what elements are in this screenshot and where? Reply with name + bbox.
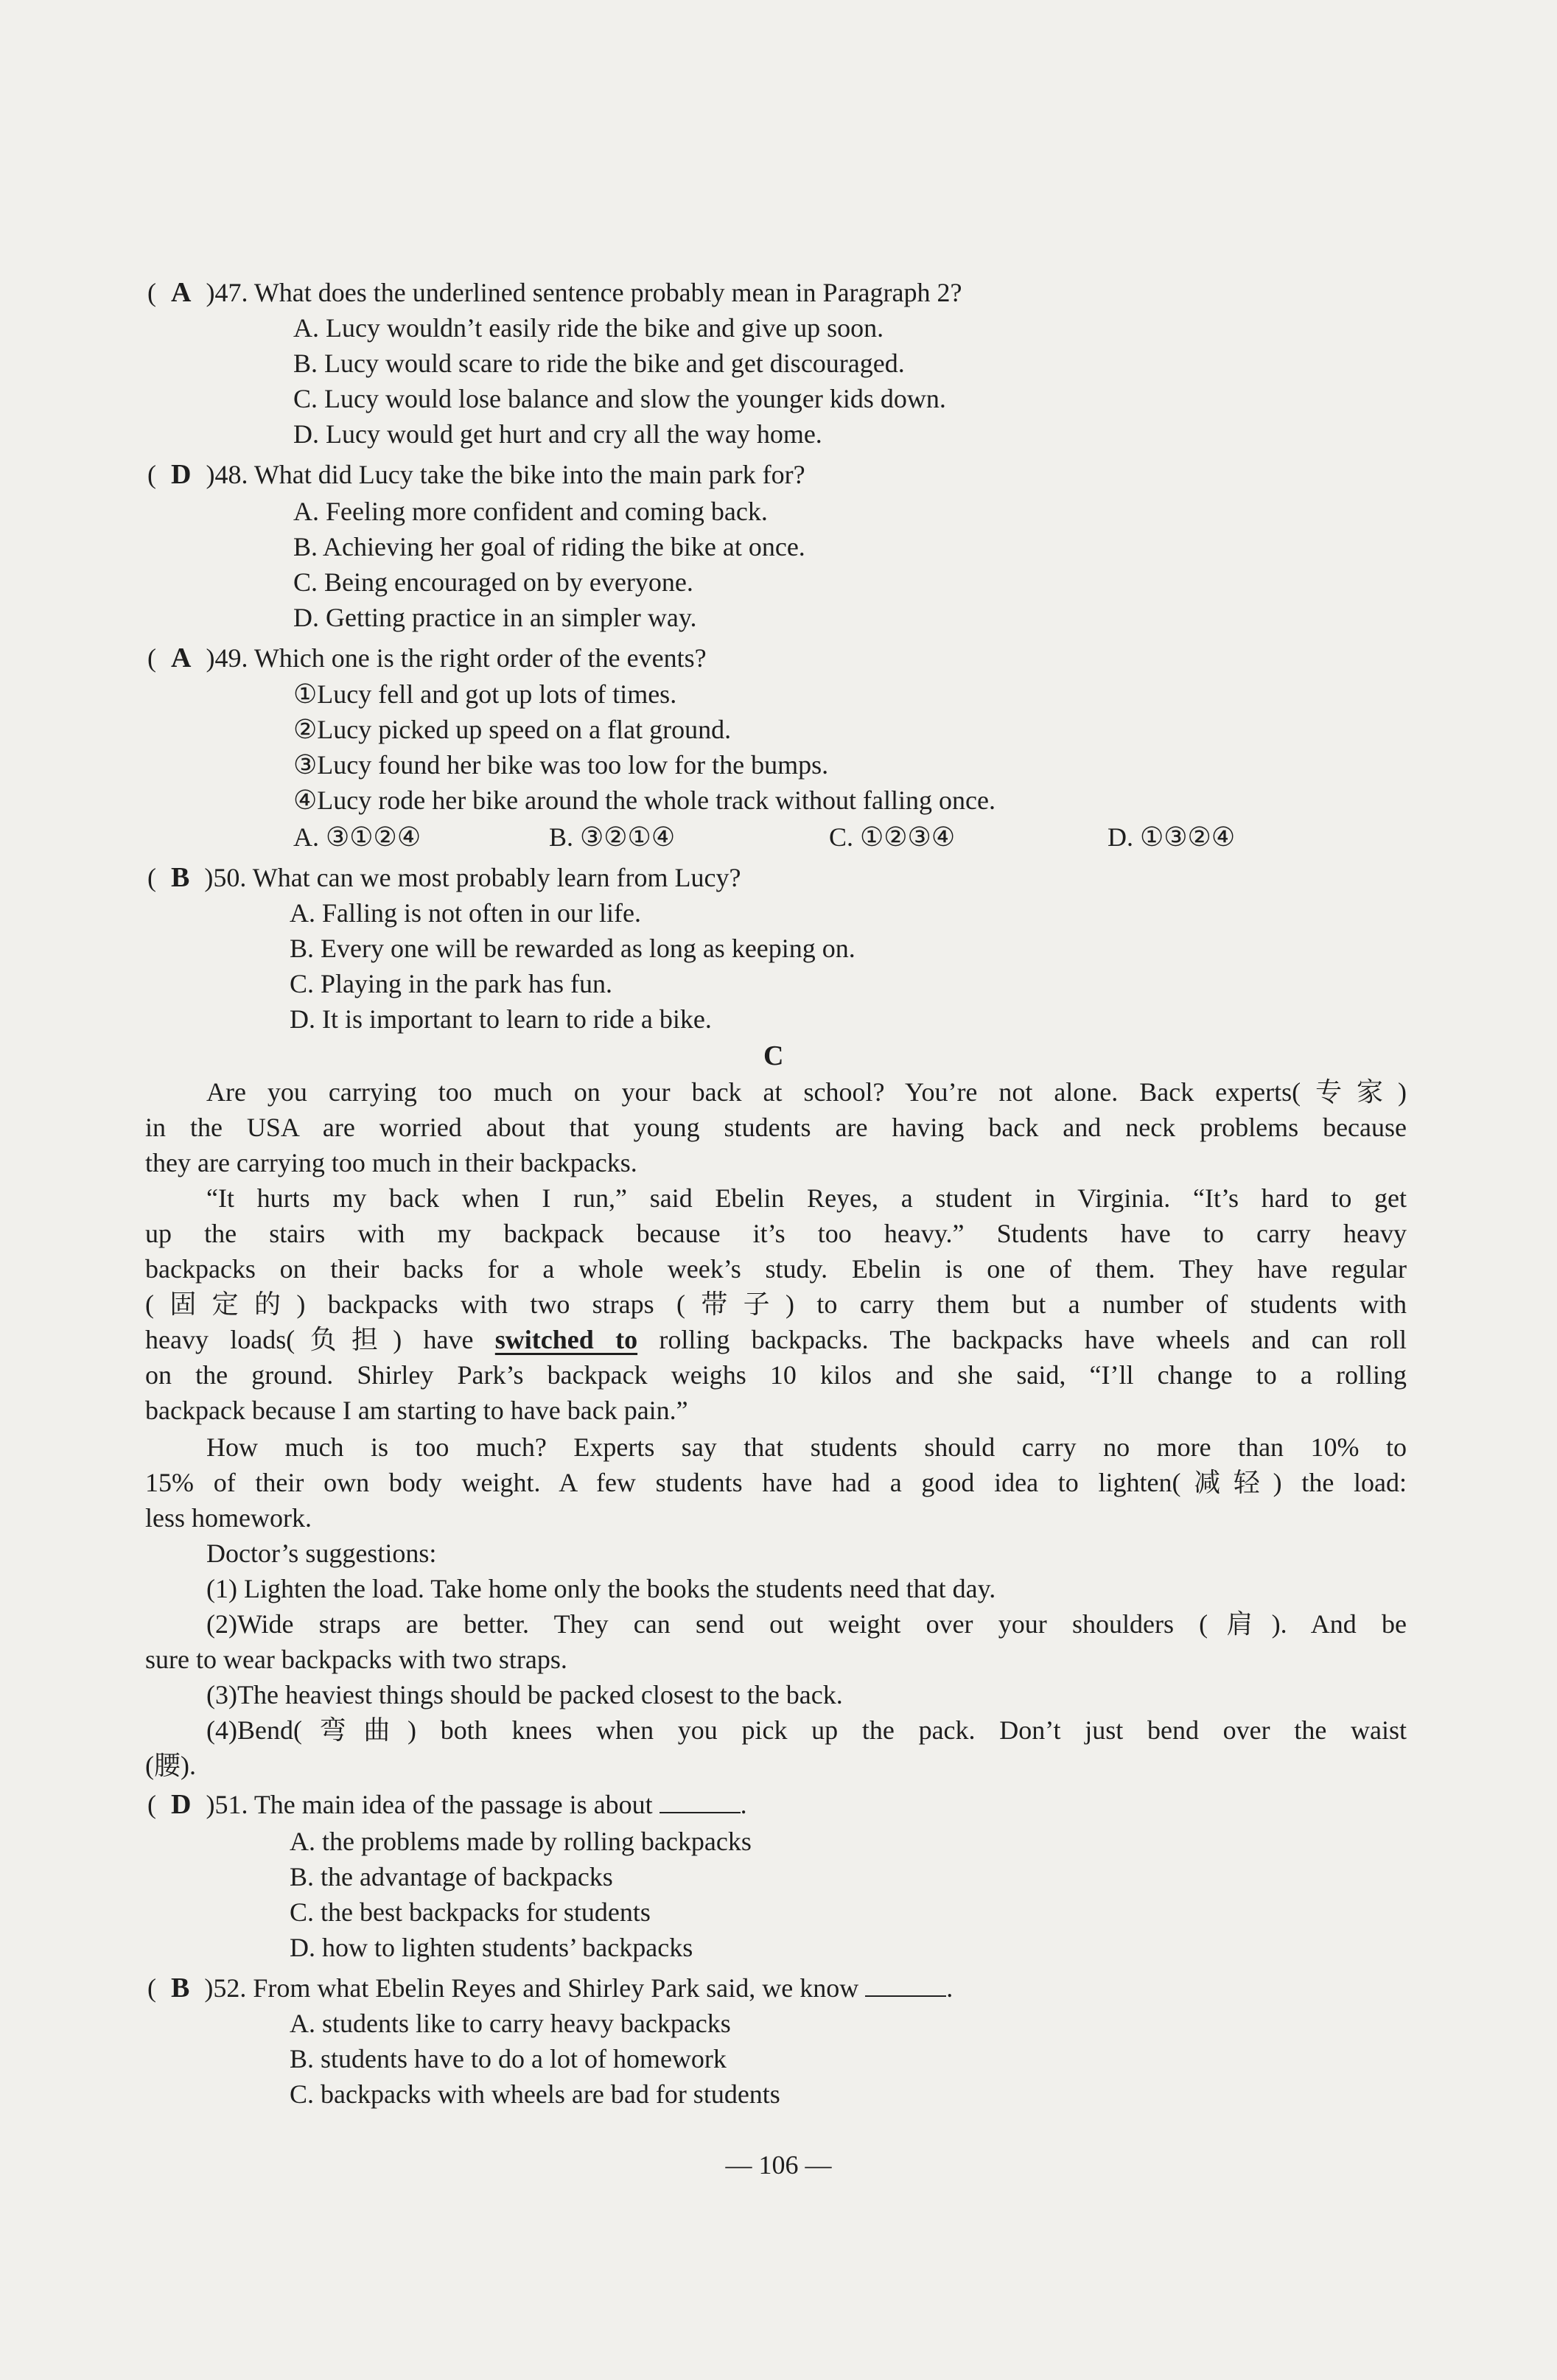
question-51-stem: The main idea of the passage is about [253,1790,653,1819]
answer-blank [659,1790,741,1813]
question-51-option-d: D. how to lighten students’ backpacks [290,1933,693,1962]
passage-p1-line-2: in the USA are worried about that young students are having back and neck problems because [145,1113,1407,1142]
question-47-option-d: D. Lucy would get hurt and cry all the way home. [293,419,822,449]
suggestion-3: (3)The heaviest things should be packed closest to the back. [206,1680,843,1709]
question-48-stem: What did Lucy take the bike into the main park for? [253,460,805,489]
question-52-option-b: B. students have to do a lot of homework [290,2044,727,2073]
question-50-option-c: C. Playing in the park has fun. [290,969,612,998]
question-49-answer: ( A )49. Which one is the right order of the events? [147,643,707,673]
answer-blank [865,1973,946,1997]
question-48-option-b: B. Achieving her goal of riding the bike at once. [293,532,805,561]
question-50-option-d: D. It is important to learn to ride a bike. [290,1004,712,1034]
suggestions-title: Doctor’s suggestions: [206,1539,437,1568]
question-49-stem: Which one is the right order of the events? [253,643,707,673]
question-50-option-b: B. Every one will be rewarded as long as keeping on. [290,934,856,963]
question-49-choice-a: A. ③①②④ [293,822,421,852]
suggestion-2-line-1: (2)Wide straps are better. They can send out weight over your shoulders (肩). And be [206,1609,1407,1639]
question-47-stem: What does the underlined sentence probably mean in Paragraph 2? [253,278,962,307]
question-47-answer: ( A )47. What does the underlined sentence probably mean in Paragraph 2? [147,277,962,308]
suggestion-4-line-2: (腰). [145,1751,196,1780]
question-49-event-4: ④Lucy rode her bike around the whole track without falling once. [293,785,996,815]
suggestion-2-line-2: sure to wear backpacks with two straps. [145,1645,567,1674]
section-title: C [763,1040,784,1071]
question-48-option-c: C. Being encouraged on by everyone. [293,567,693,597]
question-51-option-a: A. the problems made by rolling backpacks [290,1827,752,1856]
passage-p1-line-3: they are carrying too much in their backpacks. [145,1148,637,1177]
passage-p2-line-6: on the ground. Shirley Park’s backpack weighs 10 kilos and she said, “I’ll change to a rolling [145,1360,1407,1390]
question-50-option-a: A. Falling is not often in our life. [290,898,641,928]
suggestion-4-line-1: (4)Bend(弯曲) both knees when you pick up the pack. Don’t just bend over the waist [206,1715,1407,1745]
passage-p3-line-2: 15% of their own body weight. A few students have had a good idea to lighten(减轻) the load: [145,1468,1407,1497]
question-52-option-a: A. students like to carry heavy backpacks [290,2009,731,2038]
suggestion-1: (1) Lighten the load. Take home only the books the students need that day. [206,1574,996,1603]
page-number: — 106 — [725,2150,832,2180]
question-49-event-1: ①Lucy fell and got up lots of times. [293,679,677,709]
passage-p2-line-5: heavy loads(负担) have switched to rolling backpacks. The backpacks have wheels and can roll [145,1325,1407,1354]
question-48-answer: ( D )48. What did Lucy take the bike into the main park for? [147,459,805,490]
passage-p2-line-1: “It hurts my back when I run,” said Ebelin Reyes, a student in Virginia. “It’s hard to get [206,1183,1407,1213]
question-50-stem: What can we most probably learn from Lucy? [252,863,741,892]
question-49-choice-c: C. ①②③④ [829,822,956,852]
passage-p3-line-3: less homework. [145,1503,312,1533]
passage-p2-line-7: backpack because I am starting to have back pain.” [145,1396,688,1425]
question-49-choice-d: D. ①③②④ [1108,822,1236,852]
passage-p3-line-1: How much is too much? Experts say that students should carry no more than 10% to [206,1432,1407,1462]
question-47-option-c: C. Lucy would lose balance and slow the younger kids down. [293,384,946,413]
passage-p2-line-4: (固定的) backpacks with two straps (带子) to carry them but a number of students with [145,1289,1407,1319]
question-49-event-2: ②Lucy picked up speed on a flat ground. [293,715,732,744]
question-51-option-c: C. the best backpacks for students [290,1897,651,1927]
passage-p2-line-3: backpacks on their backs for a whole week’s study. Ebelin is one of them. They have regular [145,1254,1407,1284]
question-48-option-d: D. Getting practice in an simpler way. [293,603,697,632]
question-52-answer: ( B )52. From what Ebelin Reyes and Shirley Park said, we know . [147,1973,954,2003]
underlined-phrase: switched to [494,1325,638,1354]
question-47-option-b: B. Lucy would scare to ride the bike and get discouraged. [293,349,905,378]
passage-p2-line-2: up the stairs with my backpack because it’s too heavy.” Students have to carry heavy [145,1219,1407,1248]
question-48-option-a: A. Feeling more confident and coming back. [293,497,768,526]
question-52-stem: From what Ebelin Reyes and Shirley Park said, we know [253,1973,859,2003]
question-49-event-3: ③Lucy found her bike was too low for the bumps. [293,750,829,780]
question-47-option-a: A. Lucy wouldn’t easily ride the bike and give up soon. [293,313,884,343]
question-51-answer: ( D )51. The main idea of the passage is about . [147,1789,747,1820]
question-52-option-c: C. backpacks with wheels are bad for students [290,2079,780,2109]
question-50-answer: ( B )50. What can we most probably learn from Lucy? [147,862,741,893]
question-51-option-b: B. the advantage of backpacks [290,1862,613,1891]
question-49-choice-b: B. ③②①④ [549,822,676,852]
passage-p1-line-1: Are you carrying too much on your back at school? You’re not alone. Back experts(专家) [206,1077,1407,1107]
